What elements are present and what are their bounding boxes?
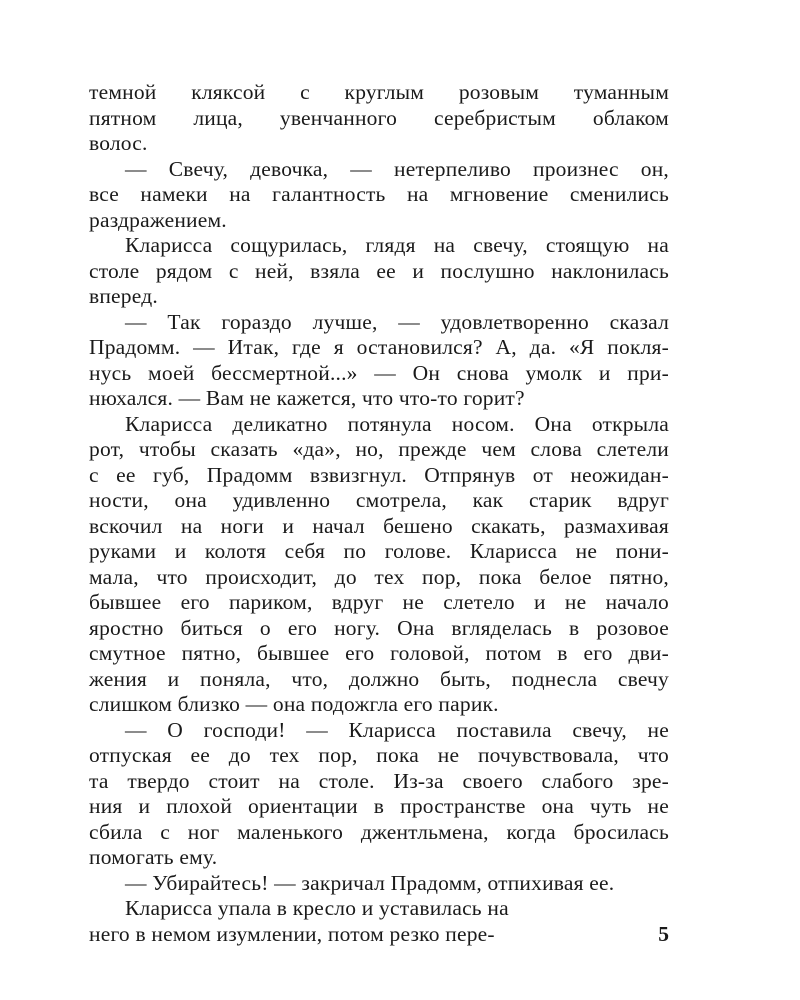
text-line: вперед. [89,284,158,308]
text-line: руками и колотя себя по голове. Кларисса не пони- [89,539,669,563]
text-line: все намеки на галантность на мгновение сменились [89,182,669,206]
text-line: рот, чтобы сказать «да», но, прежде чем слова слетели [89,437,669,461]
text-line: помогать ему. [89,845,218,869]
text-line: мала, что происходит, до тех пор, пока белое пятно, [89,564,669,589]
text-line: нюхался. — Вам не кажется, что что-то горит? [89,386,525,410]
text-line: пятном лица, увенчанного серебристым облаком [89,105,669,130]
text-line: — О господи! — Кларисса поставила свечу, не [125,717,669,742]
text-line: — Убирайтесь! — закричал Прадомм, отпихивая ее. [125,870,615,895]
text-line: яростно биться о его ногу. Она вгляделась в розовое [89,615,669,640]
text-line: — Свечу, девочка, — нетерпеливо произнес он, [125,156,669,181]
text-line: слишком близко — она подожгла его парик. [89,692,499,716]
text-line: Кларисса упала в кресло и уставилась на [125,896,509,920]
text-line: нусь моей бессмертной...» — Он снова умолк и при- [89,360,669,385]
text-line: та твердо стоит на столе. Из-за своего слабого зре- [89,768,669,793]
body-text [89,80,669,947]
text-line: столе рядом с ней, взяла ее и послушно наклонилась [89,258,669,283]
text-line: бывшее его париком, вдруг не слетело и не начало [89,590,669,614]
text-line: вскочил на ноги и начал бешено скакать, размахивая [89,513,669,538]
text-line-final: него в немом изумлении, потом резко пере- [89,921,495,946]
text-line: Прадомм. — Итак, где я остановился? А, да. «Я покля- [89,335,669,359]
text-line: отпуская ее до тех пор, пока не почувствовала, что [89,743,669,767]
bottom-row [89,922,669,948]
text-line: ния и плохой ориентации в пространстве она чуть не [89,794,669,818]
text-line: — Так гораздо лучше, — удовлетворенно сказал [125,309,669,334]
text-line: волос. [89,131,148,155]
text-line: сбила с ног маленького джентльмена, когда бросилась [89,819,669,844]
text-line: ности, она удивленно смотрела, как старик вдруг [89,488,669,512]
text-line: раздражением. [89,207,227,232]
text-line: жения и поняла, что, должно быть, поднесла свечу [89,666,669,691]
text-line: Кларисса сощурилась, глядя на свечу, стоящую на [125,233,669,257]
text-line: Кларисса деликатно потянула носом. Она открыла [125,411,669,436]
text-line: с ее губ, Прадомм взвизгнул. Отпрянув от неожидан- [89,462,669,487]
page-number: 5 [658,921,669,946]
text-line: темной кляксой с круглым розовым туманным [89,80,669,104]
text-line: смутное пятно, бывшее его головой, потом в его дви- [89,641,669,665]
text-lines [89,80,669,922]
